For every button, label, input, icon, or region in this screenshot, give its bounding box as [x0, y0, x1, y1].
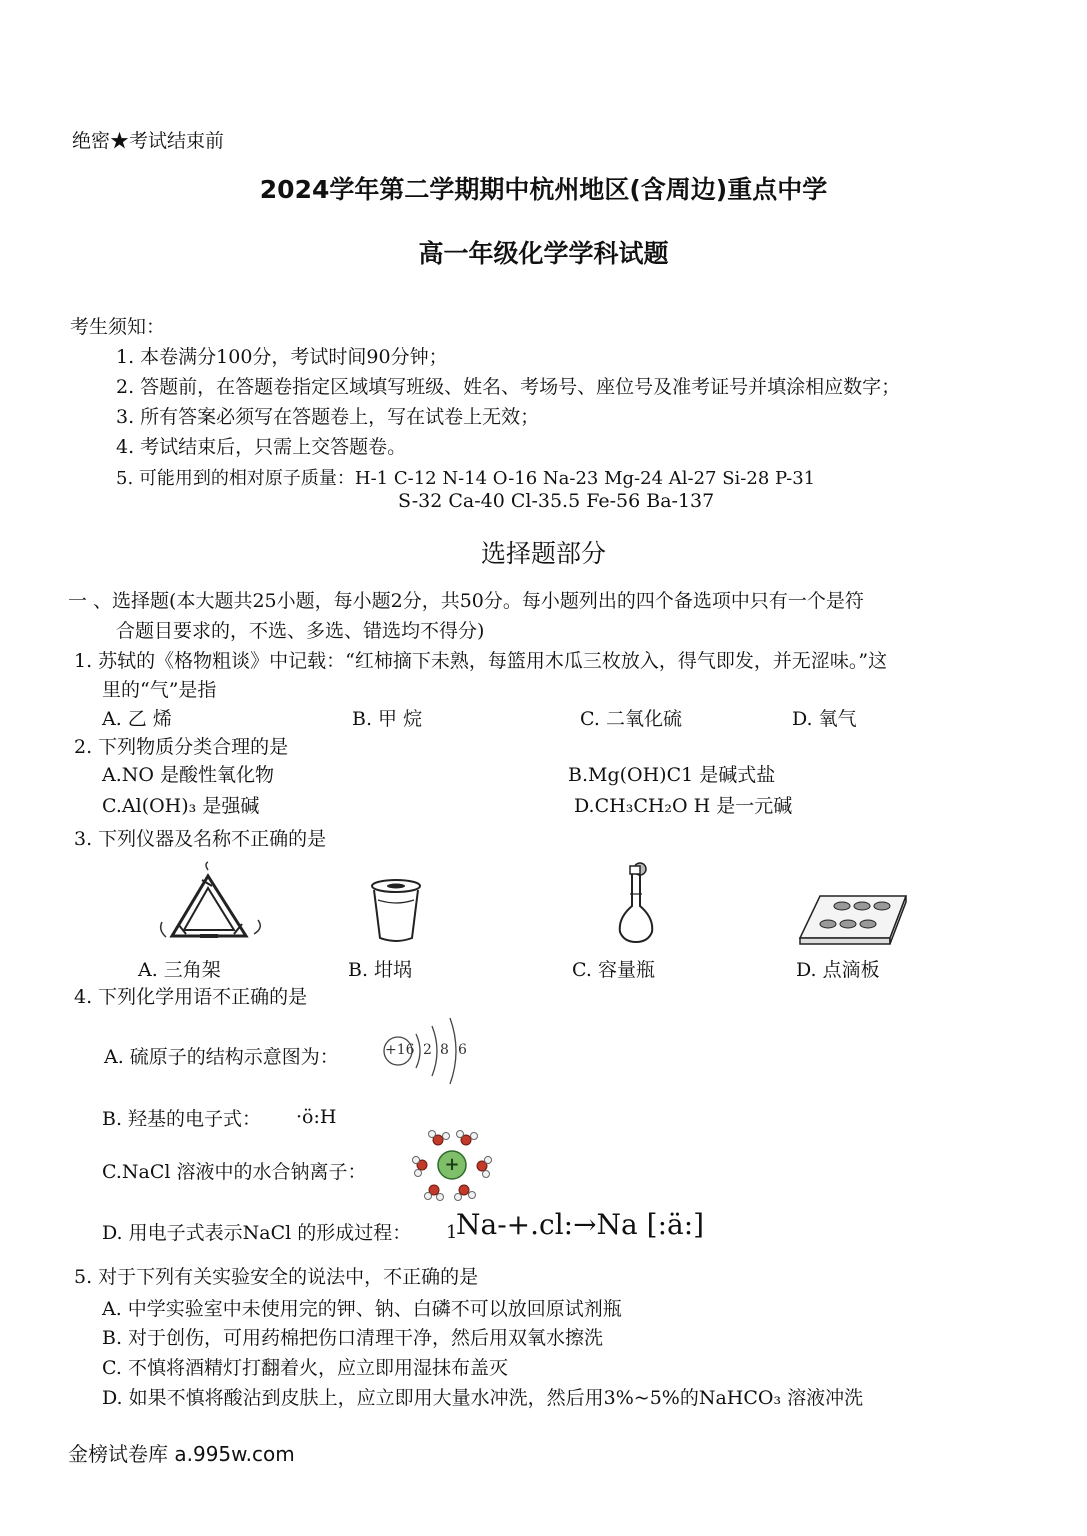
volumetric-flask-icon [612, 860, 660, 946]
crucible-icon [368, 878, 424, 946]
sulfur-shell-2: 8 [440, 1042, 449, 1058]
part-one-instruction: 合题目要求的，不选、多选、错选均不得分) [116, 620, 485, 642]
question-1-option-b: B. 甲 烷 [352, 708, 423, 730]
sulfur-shell-3: 6 [458, 1042, 467, 1058]
question-4-option-d: D. 用电子式表示NaCl 的形成过程： [102, 1222, 412, 1244]
question-4-option-b: B. 羟基的电子式： [102, 1108, 262, 1130]
question-1-option-c: C. 二氧化硫 [580, 708, 682, 730]
question-3-option-c: C. 容量瓶 [572, 959, 655, 981]
question-1-stem: 1. 苏轼的《格物粗谈》中记载：“红柿摘下未熟，每篮用木瓜三枚放入，得气即发，并无涩味。”这 [74, 650, 888, 672]
question-5-option-b: B. 对于创伤，可用药棉把伤口清理干净，然后用双氧水擦洗 [102, 1327, 604, 1349]
question-5-option-c: C. 不慎将酒精灯打翻着火，应立即用湿抹布盖灭 [102, 1357, 508, 1379]
atomic-masses-line2: S-32 Ca-40 Cl-35.5 Fe-56 Ba-137 [398, 490, 715, 512]
question-5-option-d: D. 如果不慎将酸沾到皮肤上，应立即用大量水冲洗，然后用3%~5%的NaHCO₃ 溶液冲洗 [102, 1387, 864, 1409]
question-2-stem: 2. 下列物质分类合理的是 [74, 736, 289, 758]
question-3-stem: 3. 下列仪器及名称不正确的是 [74, 828, 327, 850]
notice-heading: 考生须知： [70, 316, 166, 338]
question-4-option-c: C.NaCl 溶液中的水合钠离子： [102, 1161, 367, 1183]
footer-watermark: 金榜试卷库 a.995w.com [68, 1442, 295, 1466]
question-1-option-a: A. 乙 烯 [102, 708, 172, 730]
hydroxyl-electron-formula: ·ö:H [296, 1106, 337, 1128]
question-4-option-a: A. 硫原子的结构示意图为： [104, 1046, 339, 1068]
question-2-option-a: A.NO 是酸性氧化物 [102, 764, 275, 786]
question-2-option-b: B.Mg(OH)C1 是碱式盐 [568, 764, 776, 786]
sulfur-shell-1: 2 [423, 1042, 432, 1058]
triangle-stand-icon [156, 862, 266, 952]
sulfur-nucleus-label: +16 [385, 1042, 415, 1058]
nacl-formation-formula: Na-+.cl:→Na [:ä:] [456, 1208, 705, 1241]
notice-item: 4. 考试结束后，只需上交答题卷。 [116, 436, 407, 458]
secret-label: 绝密★考试结束前 [72, 130, 225, 152]
notice-item: 1. 本卷满分100分，考试时间90分钟； [116, 346, 448, 368]
exam-subtitle: 高一年级化学学科试题 [418, 239, 669, 268]
question-4-stem: 4. 下列化学用语不正确的是 [74, 986, 308, 1008]
nacl-formation-prefix: 1 [446, 1222, 458, 1243]
notice-item: 3. 所有答案必须写在答题卷上，写在试卷上无效； [116, 406, 540, 428]
spot-plate-icon [798, 892, 908, 948]
notice-item: 2. 答题前，在答题卷指定区域填写班级、姓名、考场号、座位号及准考证号并填涂相应数字； [116, 376, 901, 398]
question-1-option-d: D. 氧气 [792, 708, 857, 730]
question-2-option-d: D.CH₃CH₂O H 是一元碱 [574, 795, 793, 817]
question-3-option-b: B. 坩埚 [348, 959, 413, 981]
exam-title: 2024学年第二学期期中杭州地区(含周边)重点中学 [259, 175, 828, 204]
question-3-option-d: D. 点滴板 [796, 959, 880, 981]
question-1-stem: 里的“气”是指 [102, 679, 217, 701]
question-3-option-a: A. 三角架 [138, 959, 221, 981]
section-title: 选择题部分 [480, 539, 606, 568]
question-5-option-a: A. 中学实验室中未使用完的钾、钠、白磷不可以放回原试剂瓶 [102, 1298, 622, 1320]
notice-item: 5. 可能用到的相对原子质量：H-1 C-12 N-14 O-16 Na-23 Mg-24 Al-27 Si-28 P-31 [116, 468, 816, 489]
question-5-stem: 5. 对于下列有关实验安全的说法中，不正确的是 [74, 1266, 479, 1288]
question-2-option-c: C.Al(OH)₃ 是强碱 [102, 795, 260, 817]
sodium-ion-charge: + [444, 1154, 460, 1175]
part-one-instruction: 一 、选择题(本大题共25小题，每小题2分，共50分。每小题列出的四个备选项中只有一个是符 [68, 590, 864, 612]
